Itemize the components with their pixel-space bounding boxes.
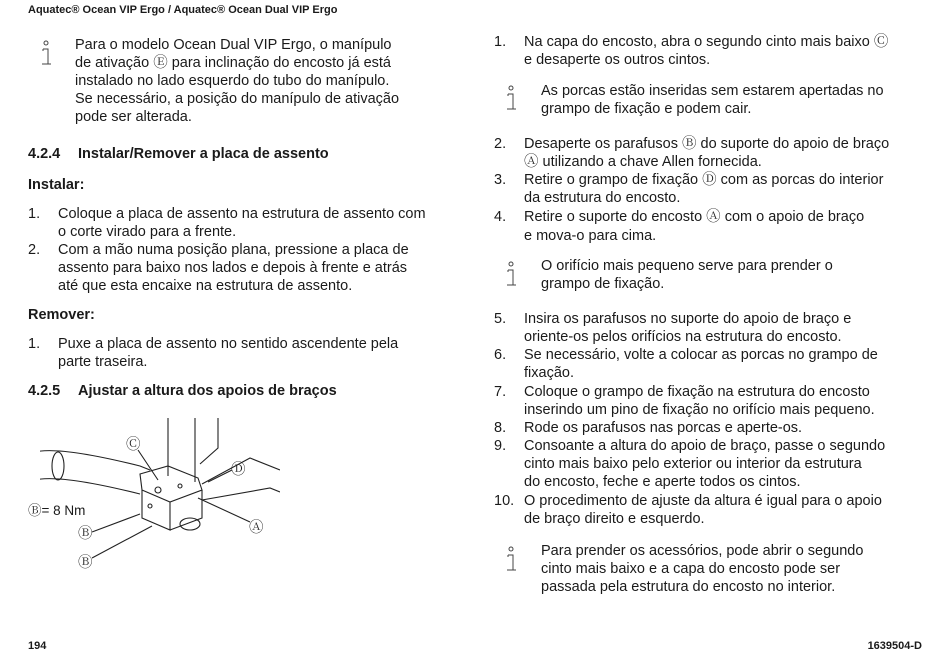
step-number: 7. (494, 384, 507, 400)
armrest-bracket-diagram (40, 418, 280, 578)
step-line: Desaperte os parafusos Ⓑ do suporte do apoio de braço (524, 136, 890, 152)
remove-label: Remover: (28, 307, 95, 323)
step-number: 10. (494, 493, 515, 509)
info-icon (40, 40, 54, 68)
note-line: grampo de fixação e podem cair. (541, 101, 752, 117)
step-line: Rode os parafusos nas porcas e aperte-os. (524, 420, 803, 436)
section-number-424: 4.2.4 (28, 146, 61, 162)
label-c: Ⓒ (126, 437, 141, 453)
step-line: da estrutura do encosto. (524, 190, 681, 206)
note-line: Se necessário, a posição do manípulo de ativação (75, 91, 400, 107)
step-line: assento para baixo nos lados e depois à frente e atrás (58, 260, 408, 276)
step-number: 9. (494, 438, 507, 454)
step-line: o corte virado para a frente. (58, 224, 237, 240)
step-number: 2. (494, 136, 507, 152)
step-line: Retire o grampo de fixação Ⓓ com as porcas do interior (524, 172, 884, 188)
label-b: Ⓑ (78, 555, 93, 571)
step-line: e mova-o para cima. (524, 228, 657, 244)
section-title-424: Instalar/Remover a placa de assento (78, 146, 329, 162)
note-line: passada pela estrutura do encosto no interior. (541, 579, 836, 595)
install-label: Instalar: (28, 177, 85, 193)
note-line: As porcas estão inseridas sem estarem apertadas no (541, 83, 884, 99)
step-line: do encosto, feche e aperte todos os cintos. (524, 474, 801, 490)
step-line: oriente-os pelos orifícios na estrutura do encosto. (524, 329, 842, 345)
step-number: 8. (494, 420, 507, 436)
info-icon (505, 85, 519, 113)
step-line: Na capa do encosto, abra o segundo cinto mais baixo Ⓒ (524, 34, 889, 50)
note-line: pode ser alterada. (75, 109, 192, 125)
torque-spec: Ⓑ= 8 Nm (28, 503, 86, 518)
step-number: 1. (494, 34, 507, 50)
page-number: 194 (28, 640, 47, 652)
note-line: O orifício mais pequeno serve para prender o (541, 258, 833, 274)
note-line: instalado no lado esquerdo do tubo do manípulo. (75, 73, 390, 89)
note-line: de ativação Ⓔ para inclinação do encosto já está (75, 55, 391, 71)
step-line: O procedimento de ajuste da altura é igual para o apoio (524, 493, 882, 509)
section-number-425: 4.2.5 (28, 383, 61, 399)
step-line: Retire o suporte do encosto Ⓐ com o apoio de braço (524, 209, 865, 225)
note-line: Para o modelo Ocean Dual VIP Ergo, o manípulo (75, 37, 392, 53)
step-line: e desaperte os outros cintos. (524, 52, 711, 68)
step-line: Coloque o grampo de fixação na estrutura do encosto (524, 384, 870, 400)
step-number: 2. (28, 242, 41, 258)
step-line: Ⓐ utilizando a chave Allen fornecida. (524, 154, 762, 170)
step-number: 6. (494, 347, 507, 363)
step-number: 5. (494, 311, 507, 327)
step-line: Consoante a altura do apoio de braço, passe o segundo (524, 438, 886, 454)
note-line: grampo de fixação. (541, 276, 665, 292)
step-line: cinto mais baixo pelo exterior ou interior da estrutura (524, 456, 862, 472)
step-line: Insira os parafusos no suporte do apoio de braço e (524, 311, 852, 327)
info-icon (505, 546, 519, 574)
step-line: Com a mão numa posição plana, pressione a placa de (58, 242, 409, 258)
label-a: Ⓐ (249, 520, 264, 536)
label-d: Ⓓ (231, 462, 246, 478)
info-icon (505, 261, 519, 289)
step-number: 1. (28, 206, 41, 222)
step-line: parte traseira. (58, 354, 148, 370)
section-title-425: Ajustar a altura dos apoios de braços (78, 383, 337, 399)
note-line: Para prender os acessórios, pode abrir o segundo (541, 543, 864, 559)
step-line: Se necessário, volte a colocar as porcas no grampo de (524, 347, 878, 363)
step-line: Puxe a placa de assento no sentido ascendente pela (58, 336, 399, 352)
step-number: 1. (28, 336, 41, 352)
step-line: de braço direito e esquerdo. (524, 511, 705, 527)
step-line: fixação. (524, 365, 574, 381)
note-line: cinto mais baixo e a capa do encosto pode ser (541, 561, 841, 577)
running-header: Aquatec® Ocean VIP Ergo / Aquatec® Ocean Dual VIP Ergo (28, 4, 338, 16)
step-number: 4. (494, 209, 507, 225)
step-line: Coloque a placa de assento na estrutura de assento com (58, 206, 426, 222)
step-line: até que esta encaixe na estrutura de assento. (58, 278, 353, 294)
document-code: 1639504-D (867, 640, 922, 652)
step-line: inserindo um pino de fixação no orifício mais pequeno. (524, 402, 875, 418)
label-b: Ⓑ (78, 526, 93, 542)
step-number: 3. (494, 172, 507, 188)
